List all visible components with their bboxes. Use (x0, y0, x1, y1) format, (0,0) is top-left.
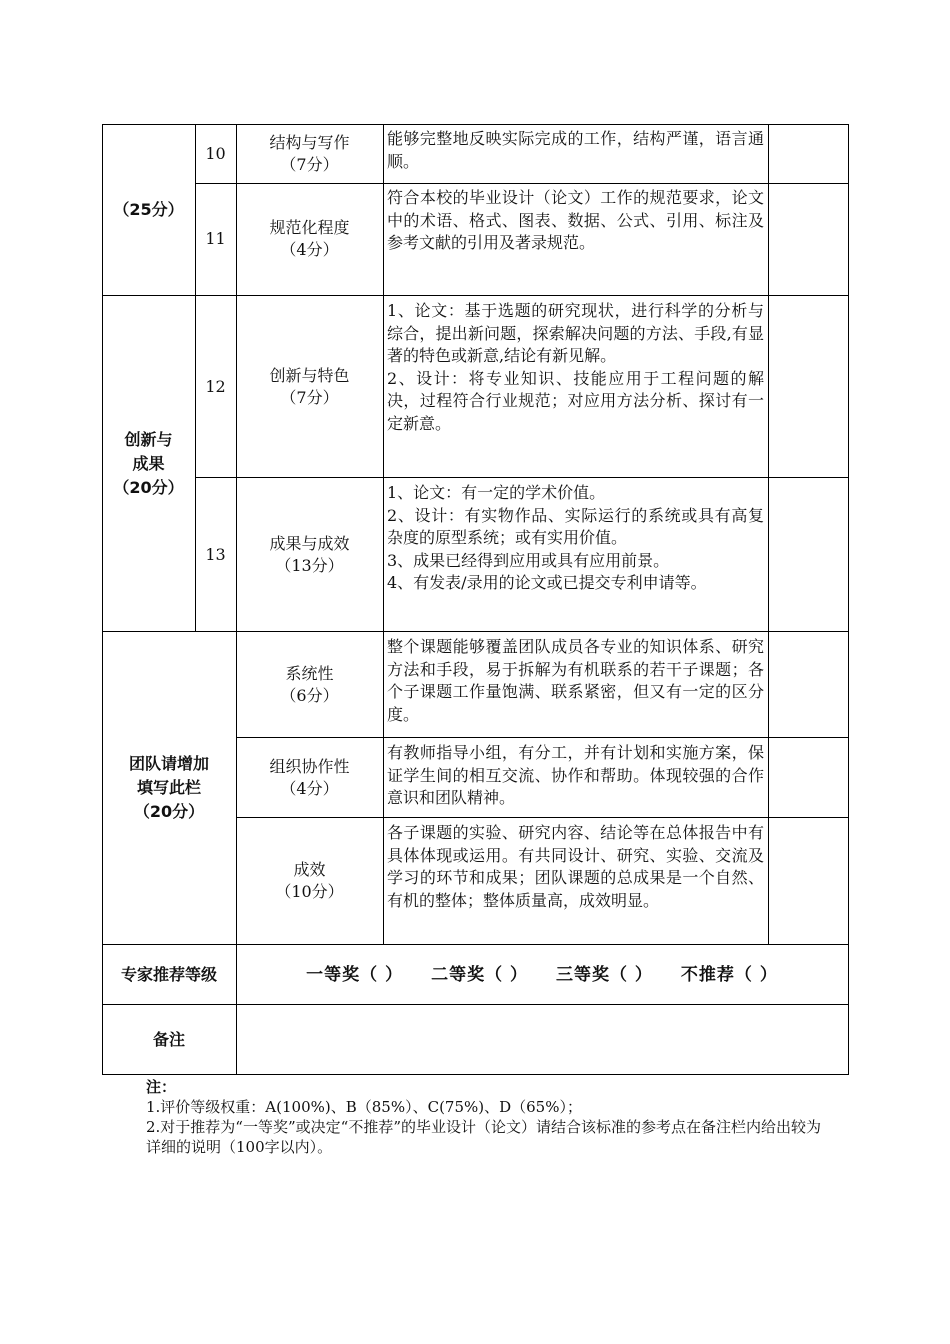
remarks-field[interactable] (236, 1005, 848, 1074)
criteria-text: 2、设计：将专业知识、技能应用于工程问题的解决，过程符合行业规范；对应用方法分析、探讨有一定新意。 (387, 368, 764, 433)
recommendation-label: 专家推荐等级 (120, 964, 217, 984)
criteria-text: 4、有发表/录用的论文或已提交专利申请等。 (387, 573, 707, 592)
criteria-results (383, 478, 768, 631)
criteria-collaboration (383, 738, 768, 817)
score-input-cell[interactable] (768, 632, 848, 737)
category-label: 填写此栏 (136, 778, 201, 797)
criteria-text: 1、论文：基于选题的研究现状，进行科学的分析与综合，提出新问题，探索解决问题的方法、手段,有显著的特色或新意,结论有新见解。 (387, 301, 764, 365)
item-name: 创新与特色 (269, 365, 350, 385)
criteria-text: 各子课题的实验、研究内容、结论等在总体报告中有具体体现或运用。有共同设计、研究、实验、交流及学习的环节和成果；团队课题的总成果是一个自然、有机的整体；整体质量高，成效明显。 (387, 823, 764, 910)
notes-line: 1.评价等级权重：A(100%)、B（85%）、C(75%)、D（65%）； (146, 1098, 582, 1116)
category-label: 创新与 (124, 429, 173, 449)
category-innovation (102, 296, 195, 631)
row-number: 11 (205, 229, 226, 248)
score-input-cell[interactable] (768, 738, 848, 817)
score-input-cell[interactable] (768, 478, 848, 631)
category-writing (102, 124, 195, 296)
item-results (236, 478, 383, 631)
option-second-prize[interactable]: 二等奖（ ） (431, 964, 528, 985)
option-not-recommended[interactable]: 不推荐（ ） (680, 964, 778, 985)
item-score: （4分） (280, 240, 339, 259)
category-score: （20分） (133, 802, 205, 821)
item-name: 组织协作性 (269, 756, 350, 776)
option-third-prize[interactable]: 三等奖（ ） (556, 964, 653, 985)
score-input-cell[interactable] (768, 818, 848, 944)
recommendation-options (236, 945, 848, 1004)
item-standardization (236, 183, 383, 295)
criteria-text: 能够完整地反映实际完成的工作，结构严谨，语言通顺。 (387, 129, 764, 171)
notes-section (146, 1077, 826, 1157)
item-collaboration (236, 738, 383, 817)
item-name: 规范化程度 (269, 218, 350, 237)
criteria-text: 1、论文：有一定的学术价值。 (387, 483, 606, 502)
item-score: （7分） (280, 387, 339, 407)
row-number: 10 (205, 143, 226, 163)
criteria-text: 3、成果已经得到应用或具有应用前景。 (387, 550, 670, 570)
criteria-text: 2、设计：有实物作品、实际运行的系统或具有高复杂度的原型系统；或有实用价值。 (387, 505, 764, 547)
item-score: （6分） (280, 685, 339, 705)
category-label: 成果 (132, 453, 165, 473)
score-input-cell[interactable] (768, 183, 848, 295)
category-score: （20分） (113, 477, 184, 497)
score-input-cell[interactable] (768, 296, 848, 477)
row-number: 12 (205, 376, 226, 396)
border-right (848, 124, 849, 1075)
item-score: （13分） (275, 555, 344, 575)
notes-line: 2.对于推荐为“一等奖”或决定“不推荐”的毕业设计（论文）请结合该标准的参考点在备注栏内给出较为详细的说明（100字以内）。 (146, 1118, 821, 1156)
item-name: 结构与写作 (269, 132, 350, 152)
border-bottom (102, 1074, 849, 1075)
item-innovation (236, 296, 383, 477)
item-systematic (236, 632, 383, 737)
criteria-text: 整个课题能够覆盖团队成员各专业的知识体系、研究方法和手段，易于拆解为有机联系的若干子课题；各个子课题工作量饱满、联系紧密，但又有一定的区分度。 (387, 637, 764, 724)
item-score: （10分） (275, 882, 344, 901)
item-structure-writing (236, 124, 383, 183)
remarks-label: 备注 (152, 1029, 185, 1049)
criteria-effectiveness (383, 818, 768, 944)
item-score: （4分） (280, 778, 339, 798)
criteria-systematic (383, 632, 768, 737)
category-label: （25分） (113, 200, 184, 219)
criteria-innovation (383, 296, 768, 477)
row-number: 13 (205, 544, 226, 564)
score-input-cell[interactable] (768, 124, 848, 183)
item-effectiveness (236, 818, 383, 944)
criteria-structure-writing (383, 124, 768, 183)
item-name: 系统性 (285, 663, 334, 683)
item-score: （7分） (280, 154, 339, 174)
item-name: 成效 (293, 860, 326, 879)
category-team (102, 632, 236, 944)
notes-title: 注： (146, 1078, 177, 1096)
criteria-text: 符合本校的毕业设计（论文）工作的规范要求，论文中的术语、格式、图表、数据、公式、引用、标注及参考文献的引用及著录规范。 (387, 188, 764, 252)
criteria-text: 有教师指导小组，有分工，并有计划和实施方案，保证学生间的相互交流、协作和帮助。体现较强的合作意识和团队精神。 (387, 743, 764, 807)
item-name: 成果与成效 (269, 533, 350, 553)
category-label: 团队请增加 (128, 754, 209, 773)
criteria-standardization (383, 183, 768, 295)
option-first-prize[interactable]: 一等奖（ ） (306, 964, 404, 985)
